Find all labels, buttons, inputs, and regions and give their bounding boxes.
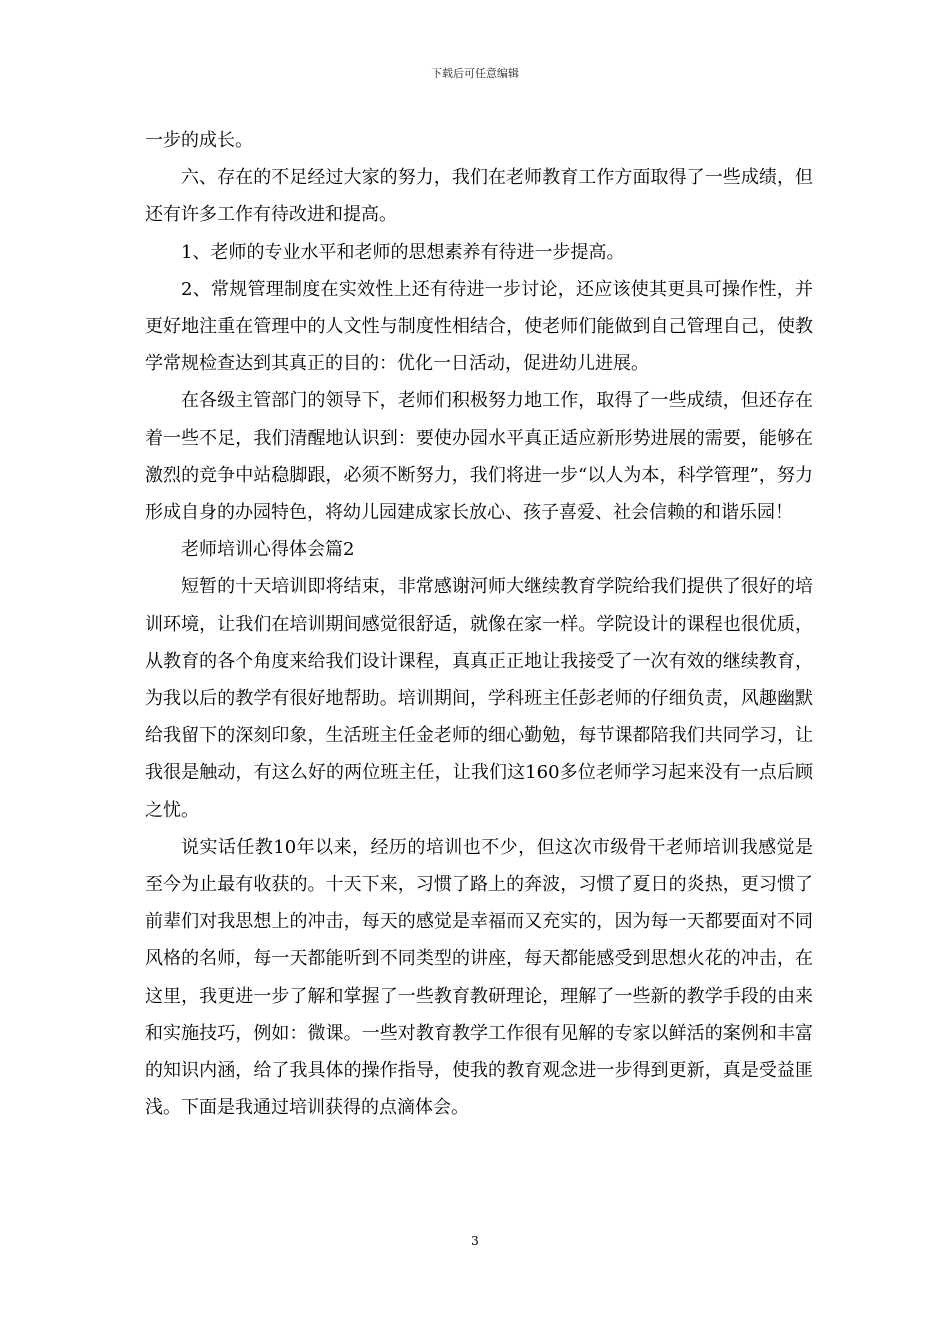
section-heading: 老师培训心得体会篇2 bbox=[181, 539, 355, 561]
paragraph: 六、存在的不足经过大家的努力，我们在老师教育工作方面取得了一些成绩，但还有许多工作有待改进和提高。 bbox=[145, 167, 813, 226]
page-number: 3 bbox=[471, 1234, 479, 1248]
paragraph: 一步的成长。 bbox=[145, 130, 253, 151]
paragraph: 短暂的十天培训即将结束，非常感谢河师大继续教育学院给我们提供了很好的培训环境，让我们在培训期间感觉很舒适，就像在家一样。学院设计的课程也很优质，从教育的各个角度来给我们设计课程，真真正正地让我接受了一次有效的继续教育，为我以后的教学有很好地帮助。培训期间，学科班主任彭老师的仔细负责，风趣幽默给我留下的深刻印象，生活班主任金老师的细心勤勉，每节课都陪我们共同学习，让我很是触动，有这么好的两位班主任，让我们这160多位老师学习起来没有一点后顾之忧。 bbox=[145, 576, 813, 821]
paragraph: 说实话任教10年以来，经历的培训也不少，但这次市级骨干老师培训我感觉是至今为止最有收获的。十天下来，习惯了路上的奔波，习惯了夏日的炎热，更习惯了前辈们对我思想上的冲击，每天的感觉是幸福而又充实的，因为每一天都要面对不同风格的名师，每一天都能听到不同类型的讲座，每天都能感受到思想火花的冲击，在这里，我更进一步了解和掌握了一些教育教研理论，理解了一些新的教学手段的由来和实施技巧，例如：微课。一些对教育教学工作很有见解的专家以鲜活的案例和丰富的知识内涵，给了我具体的操作指导，使我的教育观念进一步得到更新，真是受益匪浅。下面是我通过培训获得的点滴体会。 bbox=[145, 836, 813, 1119]
paragraph: 在各级主管部门的领导下，老师们积极努力地工作，取得了一些成绩，但还存在着一些不足，我们清醒地认识到：要使办园水平真正适应新形势进展的需要，能够在激烈的竞争中站稳脚跟，必须不断努力，我们将进一步“以人为本，科学管理”，努力形成自身的办园特色，将幼儿园建成家长放心、孩子喜爱、社会信赖的和谐乐园！ bbox=[145, 390, 813, 524]
document-body bbox=[145, 122, 813, 1126]
page-header: 下载后可任意编辑 bbox=[431, 67, 519, 80]
paragraph: 1、老师的专业水平和老师的思想素养有待进一步提高。 bbox=[181, 241, 625, 263]
paragraph: 2、常规管理制度在实效性上还有待进一步讨论，还应该使其更具可操作性，并更好地注重在管理中的人文性与制度性相结合，使老师们能做到自己管理自己，使教学常规检查达到其真正的目的：优化一日活动，促进幼儿进展。 bbox=[145, 278, 813, 375]
